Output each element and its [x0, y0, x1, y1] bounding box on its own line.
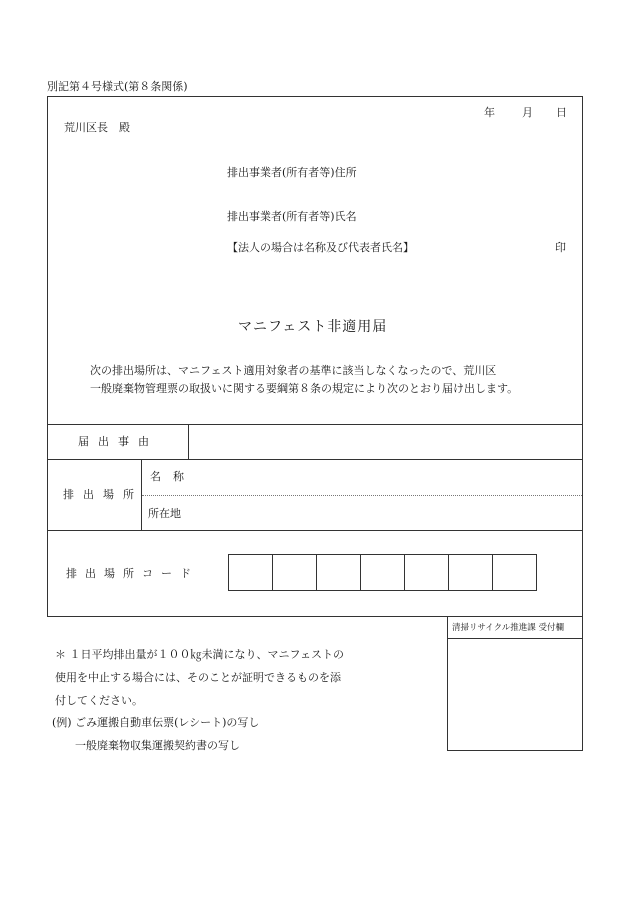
site-code-box-5[interactable] [405, 555, 448, 590]
form-reference: 別記第４号様式(第８条関係) [47, 80, 188, 93]
note-example-1: (例) ごみ運搬自動車伝票(レシート)の写し [52, 716, 260, 729]
site-row-bottom-line [47, 530, 583, 531]
note-line-2: 使用を中止する場合には、そのことが証明できるものを添 [55, 671, 341, 684]
reason-label: 届出事由 [78, 435, 158, 448]
note-line-1: ＊ １日平均排出量が１００㎏未満になり、マニフェストの [55, 648, 344, 661]
site-name-field[interactable] [190, 461, 582, 494]
site-code-label: 排出場所コード [66, 567, 199, 580]
site-code-box-1[interactable] [229, 555, 272, 590]
site-code-box-6[interactable] [449, 555, 492, 590]
applicant-name-label: 排出事業者(所有者等)氏名 [227, 210, 357, 223]
site-address-field[interactable] [190, 497, 582, 529]
site-code-box-2[interactable] [273, 555, 316, 590]
date-day: 日 [556, 106, 567, 119]
date-year: 年 [484, 106, 495, 119]
site-name-label: 名称 [150, 470, 196, 483]
reason-row-bottom-line [47, 459, 583, 460]
applicant-address-label: 排出事業者(所有者等)住所 [227, 166, 357, 179]
site-label: 排出場所 [63, 488, 143, 501]
receipt-label: 清掃リサイクル推進課 受付欄 [452, 623, 565, 633]
receipt-stamp-area [448, 639, 582, 750]
site-code-box-7[interactable] [493, 555, 536, 590]
site-name-separator [142, 495, 582, 496]
site-address-label: 所在地 [148, 507, 181, 520]
note-example-2: 一般廃棄物収集運搬契約書の写し [75, 739, 240, 752]
document-title: マニフェスト非適用届 [238, 319, 388, 335]
body-line-1: 次の排出場所は、マニフェスト適用対象者の基準に該当しなくなったので、荒川区 [90, 364, 497, 377]
reason-field[interactable] [189, 425, 582, 459]
note-line-3: 付してください。 [55, 694, 143, 707]
site-code-box-4[interactable] [361, 555, 404, 590]
date-month: 月 [522, 106, 533, 119]
corporate-note: 【法人の場合は名称及び代表者氏名】 [227, 241, 414, 254]
site-code-box-3[interactable] [317, 555, 360, 590]
addressee: 荒川区長 殿 [64, 121, 130, 134]
body-line-2: 一般廃棄物管理票の取扱いに関する要綱第８条の規定により次のとおり届け出します。 [90, 382, 519, 395]
seal-mark: 印 [555, 241, 566, 254]
